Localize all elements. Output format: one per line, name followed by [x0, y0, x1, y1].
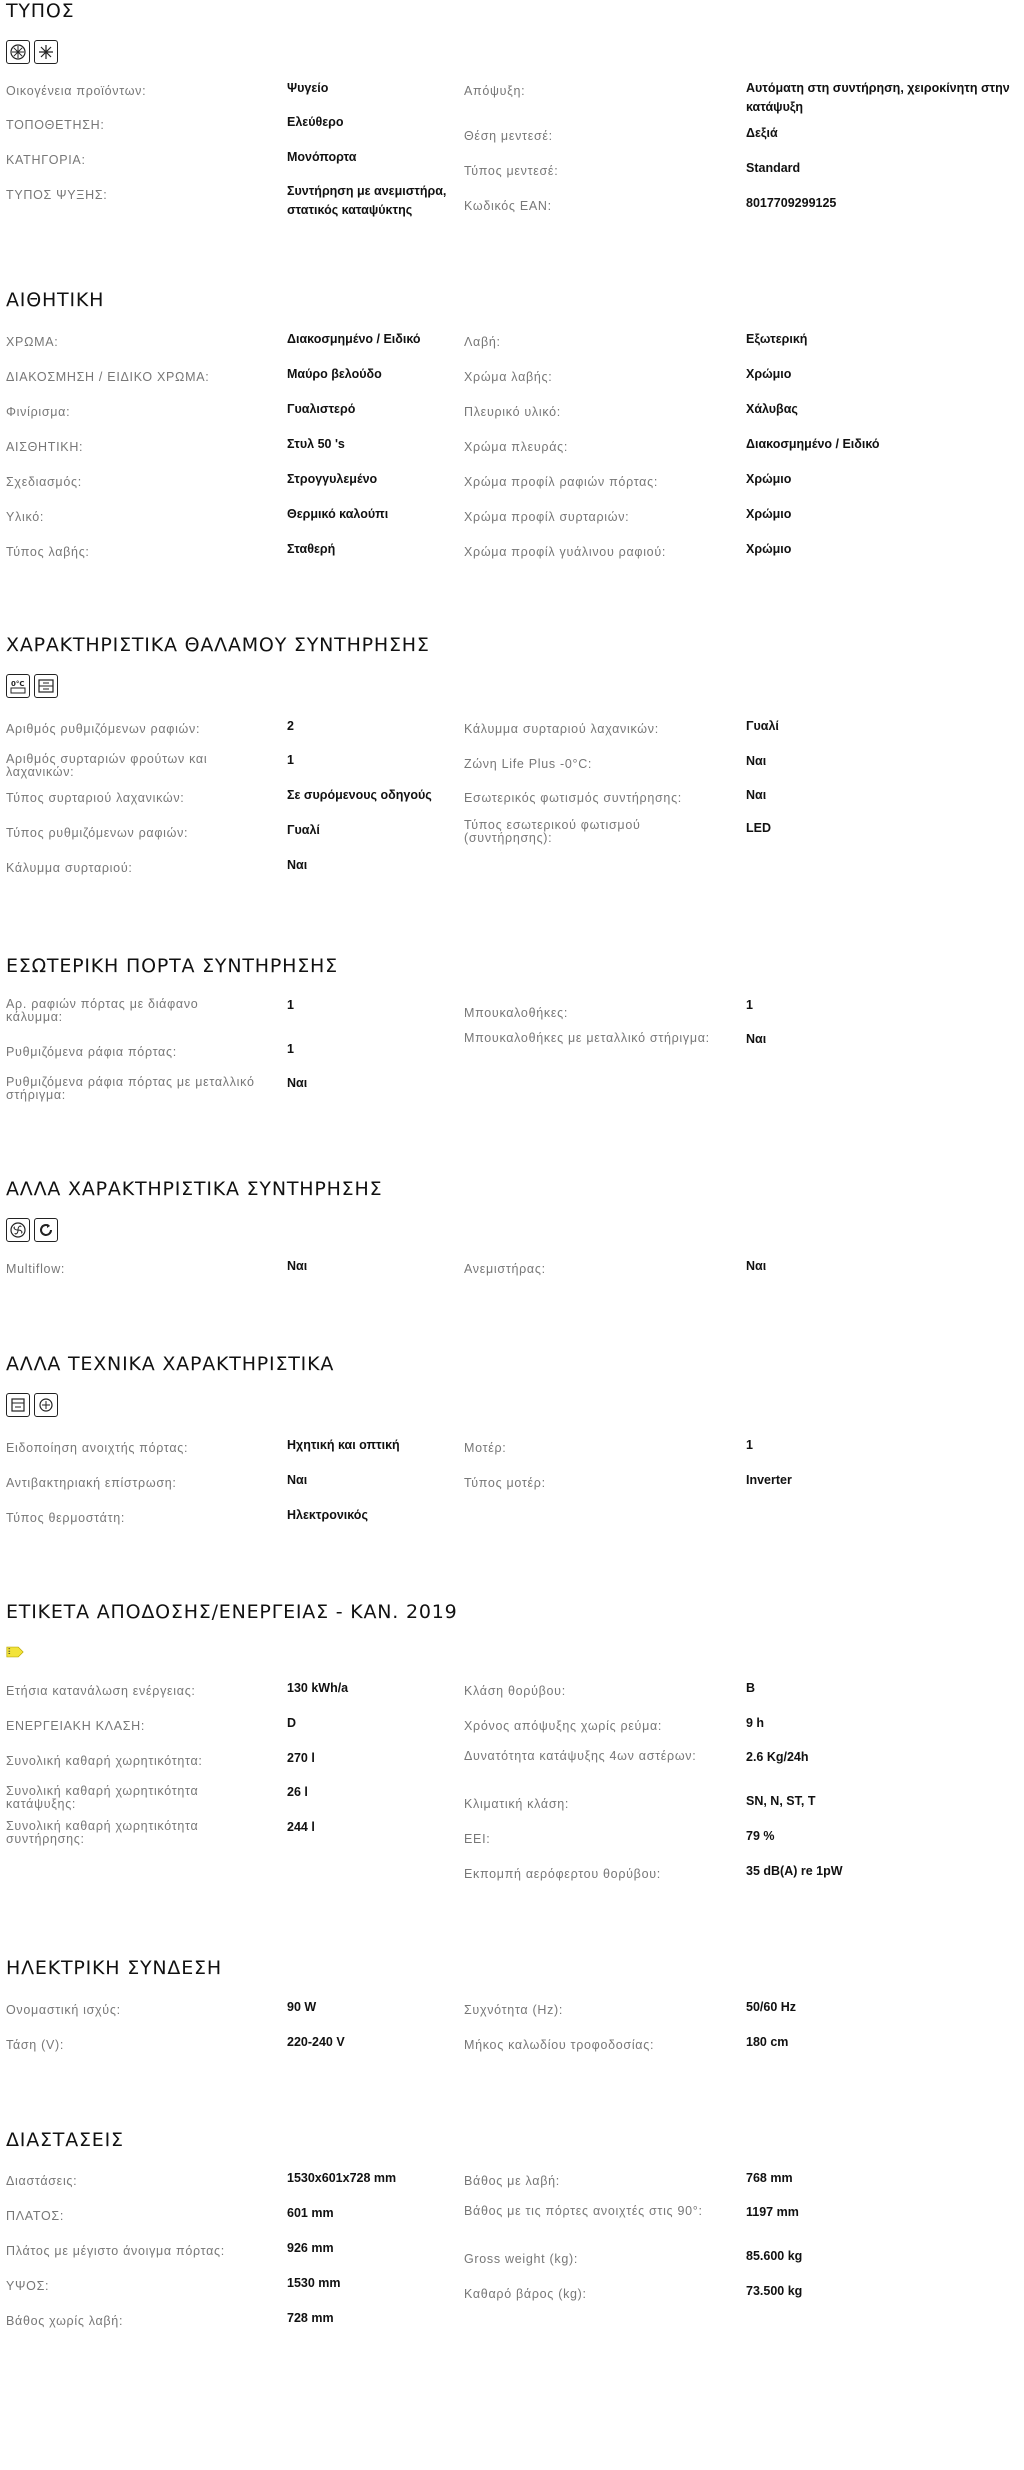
spec-value: Στυλ 50 's: [287, 437, 345, 451]
spec-label: Τύπος μοτέρ:: [464, 1476, 546, 1490]
spec-value: Μαύρο βελούδο: [287, 367, 382, 381]
spec-value: 270 l: [287, 1751, 315, 1765]
spec-label: Μήκος καλωδίου τροφοδοσίας:: [464, 2038, 655, 2052]
spec-label: Χρώμα προφίλ ραφιών πόρτας:: [464, 475, 658, 489]
spec-label: Χρόνος απόψυξης χωρίς ρεύμα:: [464, 1719, 663, 1733]
spec-value: 2: [287, 719, 294, 733]
spec-value: Ψυγείο: [287, 81, 329, 95]
spec-value: 90 W: [287, 2000, 317, 2014]
spec-label: Αριθμός ρυθμιζόμενων ραφιών:: [6, 722, 201, 736]
spec-value: Διακοσμημένο / Ειδικό: [746, 437, 880, 451]
spec-value: 2.6 Kg/24h: [746, 1750, 809, 1764]
spec-value: Σταθερή: [287, 542, 336, 556]
section-icons: [6, 40, 58, 64]
fan-icon: [6, 1218, 30, 1242]
spec-value: Ναι: [746, 1032, 767, 1046]
section-icons: [6, 1218, 58, 1242]
spec-value: Ναι: [746, 1259, 767, 1273]
spec-label: Ειδοποίηση ανοιχτής πόρτας:: [6, 1441, 189, 1455]
spec-label: ΚΑΤΗΓΟΡΙΑ:: [6, 153, 86, 167]
spec-label: Τάση (V):: [6, 2038, 65, 2052]
section-title: ΧΑΡΑΚΤΗΡΙΣΤΙΚΑ ΘΑΛΑΜΟΥ ΣΥΝΤΗΡΗΣΗΣ: [6, 634, 430, 656]
spec-label: Multiflow:: [6, 1262, 66, 1276]
spec-label: Τύπος λαβής:: [6, 545, 90, 559]
spec-value: Θερμικό καλούπι: [287, 507, 389, 521]
spec-label: Συχνότητα (Hz):: [464, 2003, 564, 2017]
spec-label: Πλάτος με μέγιστο άνοιγμα πόρτας:: [6, 2244, 225, 2258]
spec-label: Εκπομπή αερόφερτου θορύβου:: [464, 1867, 661, 1881]
spec-value: Συντήρηση με ανεμιστήρα, στατικός καταψύκτης: [287, 184, 447, 217]
spec-label: Κωδικός EAN:: [464, 199, 552, 213]
spec-label: ΔΙΑΚΟΣΜΗΣΗ / ΕΙΔΙΚΟ ΧΡΩΜΑ:: [6, 370, 210, 384]
spec-value: Γυαλί: [746, 719, 779, 733]
spec-value: Στρογγυλεμένο: [287, 472, 378, 486]
spec-value: 244 l: [287, 1820, 315, 1834]
spec-label: Ανεμιστήρας:: [464, 1262, 546, 1276]
spec-value: Μονόπορτα: [287, 150, 357, 164]
section-title: ΕΣΩΤΕΡΙΚΗ ΠΟΡΤΑ ΣΥΝΤΗΡΗΣΗΣ: [6, 955, 338, 977]
spec-value: 220-240 V: [287, 2035, 345, 2049]
spec-label: ΤΟΠΟΘΕΤΗΣΗ:: [6, 118, 105, 132]
spec-label: Μπουκαλοθήκες με μεταλλικό στήριγμα:: [464, 1031, 710, 1045]
section-title: ΔΙΑΣΤΑΣΕΙΣ: [6, 2129, 124, 2151]
spec-label: Gross weight (kg):: [464, 2252, 579, 2266]
snowflake-icon: [34, 40, 58, 64]
spec-value: 85.600 kg: [746, 2249, 803, 2263]
spec-label: Συνολική καθαρή χωρητικότητα κατάψυξης:: [6, 1784, 199, 1811]
section-icons: [6, 674, 58, 698]
drawer-icon: [34, 674, 58, 698]
spec-value: 728 mm: [287, 2311, 334, 2325]
spec-label: Συνολική καθαρή χωρητικότητα:: [6, 1754, 203, 1768]
spec-value: LED: [746, 821, 771, 835]
spec-label: Αρ. ραφιών πόρτας με διάφανο κάλυμμα:: [6, 997, 199, 1024]
spec-label: Εσωτερικός φωτισμός συντήρησης:: [464, 791, 682, 805]
spec-label: Ρυθμιζόμενα ράφια πόρτας με μεταλλικό στήριγμα:: [6, 1075, 255, 1102]
spec-value: Δεξιά: [746, 126, 778, 140]
inverter-motor-icon: [34, 1393, 58, 1417]
spec-label: ΥΨΟΣ:: [6, 2279, 50, 2293]
spec-label: Μοτέρ:: [464, 1441, 507, 1455]
spec-value: 1530x601x728 mm: [287, 2171, 397, 2185]
spec-value: Ηχητική και οπτική: [287, 1438, 400, 1452]
spec-value: 180 cm: [746, 2035, 789, 2049]
spec-value: Γυαλί: [287, 823, 320, 837]
spec-value: Ναι: [746, 754, 767, 768]
spec-value: 1: [287, 753, 294, 767]
spec-label: Οικογένεια προϊόντων:: [6, 84, 147, 98]
spec-value: 35 dB(A) re 1pW: [746, 1864, 843, 1878]
spec-label: Τύπος συρταριού λαχανικών:: [6, 791, 185, 805]
spec-label: Χρώμα λαβής:: [464, 370, 553, 384]
spec-label: Κλιματική κλάση:: [464, 1797, 570, 1811]
spec-label: Τύπος θερμοστάτη:: [6, 1511, 126, 1525]
spec-value: Ελεύθερο: [287, 115, 344, 129]
spec-label: EEI:: [464, 1832, 491, 1846]
spec-value: SN, N, ST, T: [746, 1794, 816, 1808]
spec-value: Inverter: [746, 1473, 792, 1487]
spec-value: 73.500 kg: [746, 2284, 803, 2298]
spec-value: 926 mm: [287, 2241, 334, 2255]
spec-label: Χρώμα προφίλ γυάλινου ραφιού:: [464, 545, 667, 559]
spec-label: Ετήσια κατανάλωση ενέργειας:: [6, 1684, 196, 1698]
section-title: ΑΛΛΑ ΤΕΧΝΙΚΑ ΧΑΡΑΚΤΗΡΙΣΤΙΚΑ: [6, 1353, 335, 1375]
spec-label: Ρυθμιζόμενα ράφια πόρτας:: [6, 1045, 177, 1059]
spec-value: 50/60 Hz: [746, 2000, 797, 2014]
spec-value: 79 %: [746, 1829, 775, 1843]
spec-value: Εξωτερική: [746, 332, 808, 346]
spec-value: 1: [746, 998, 753, 1012]
spec-value: Χρώμιο: [746, 472, 792, 486]
spec-value: Γυαλιστερό: [287, 402, 356, 416]
spec-value: Ναι: [287, 1259, 308, 1273]
spec-label: Λαβή:: [464, 335, 501, 349]
spec-value: Ηλεκτρονικός: [287, 1508, 368, 1522]
spec-label: Κάλυμμα συρταριού λαχανικών:: [464, 722, 659, 736]
spec-label: Τύπος ρυθμιζόμενων ραφιών:: [6, 826, 189, 840]
door-alarm-icon: [6, 1393, 30, 1417]
spec-label: ΤΥΠΟΣ ΨΥΞΗΣ:: [6, 188, 108, 202]
section-icons: [6, 1645, 24, 1663]
spec-label: Ζώνη Life Plus -0°C:: [464, 757, 593, 771]
spec-value: 1: [287, 998, 294, 1012]
section-title: ΤΥΠΟΣ: [6, 0, 75, 22]
spec-value: 8017709299125: [746, 196, 837, 210]
spec-label: ΧΡΩΜΑ:: [6, 335, 59, 349]
spec-label: Καθαρό βάρος (kg):: [464, 2287, 587, 2301]
spec-value: Χρώμιο: [746, 367, 792, 381]
spec-value: Αυτόματη στη συντήρηση, χειροκίνητη στην κατάψυξη: [746, 81, 1010, 114]
spec-label: Ονομαστική ισχύς:: [6, 2003, 121, 2017]
svg-text:0°C: 0°C: [11, 680, 25, 688]
spec-label: ΠΛΑΤΟΣ:: [6, 2209, 65, 2223]
spec-value: Χάλυβας: [746, 402, 798, 416]
spec-label: Χρώμα προφίλ συρταριών:: [464, 510, 630, 524]
zero-degree-icon: [6, 674, 30, 698]
spec-label: Απόψυξη:: [464, 84, 526, 98]
spec-value: Ναι: [287, 1473, 308, 1487]
spec-label: Τύπος μεντεσέ:: [464, 164, 559, 178]
spec-value: Διακοσμημένο / Ειδικό: [287, 332, 421, 346]
spec-value: 26 l: [287, 1785, 308, 1799]
spec-label: Κλάση θορύβου:: [464, 1684, 566, 1698]
section-icons: [6, 1393, 58, 1417]
spec-value: 1530 mm: [287, 2276, 341, 2290]
spec-label: Διαστάσεις:: [6, 2174, 78, 2188]
spec-label: ΑΙΣΘΗΤΙΚΗ:: [6, 440, 84, 454]
spec-label: Θέση μεντεσέ:: [464, 129, 553, 143]
spec-label: Τύπος εσωτερικού φωτισμού (συντήρησης):: [464, 818, 641, 845]
spec-label: Πλευρικό υλικό:: [464, 405, 561, 419]
spec-value: Ναι: [287, 1076, 308, 1090]
spec-label: Κάλυμμα συρταριού:: [6, 861, 133, 875]
spec-label: Αριθμός συρταριών φρούτων και λαχανικών:: [6, 752, 208, 779]
spec-value: 768 mm: [746, 2171, 793, 2185]
spec-value: 1197 mm: [746, 2205, 799, 2219]
spec-label: Χρώμα πλευράς:: [464, 440, 569, 454]
spec-label: Βάθος χωρίς λαβή:: [6, 2314, 124, 2328]
spec-value: 1: [287, 1042, 294, 1056]
spec-label: Υλικό:: [6, 510, 45, 524]
spec-label: Αντιβακτηριακή επίστρωση:: [6, 1476, 177, 1490]
spec-value: 130 kWh/a: [287, 1681, 349, 1695]
spec-label: Βάθος με τις πόρτες ανοιχτές στις 90°:: [464, 2204, 703, 2218]
section-title: ΑΛΛΑ ΧΑΡΑΚΤΗΡΙΣΤΙΚΑ ΣΥΝΤΗΡΗΣΗΣ: [6, 1178, 383, 1200]
snowflake-fan-icon: [6, 40, 30, 64]
spec-label: Συνολική καθαρή χωρητικότητα συντήρησης:: [6, 1819, 199, 1846]
spec-label: Φινίρισμα:: [6, 405, 71, 419]
spec-value: Ναι: [746, 788, 767, 802]
spec-value: B: [746, 1681, 756, 1695]
spec-value: Standard: [746, 161, 801, 175]
spec-label: Δυνατότητα κατάψυξης 4ων αστέρων:: [464, 1749, 697, 1763]
spec-value: Σε συρόμενους οδηγούς: [287, 788, 432, 802]
spec-label: Βάθος με λαβή:: [464, 2174, 560, 2188]
spec-label: Σχεδιασμός:: [6, 475, 82, 489]
spec-label: Μπουκαλοθήκες:: [464, 1006, 569, 1020]
spec-value: 601 mm: [287, 2206, 334, 2220]
section-title: ΑΙΘΗΤΙΚΗ: [6, 289, 105, 311]
spec-value: D: [287, 1716, 297, 1730]
circular-arrow-icon: [34, 1218, 58, 1242]
energy-label-icon: [6, 1645, 24, 1663]
spec-value: Χρώμιο: [746, 507, 792, 521]
section-title: ΕΤΙΚΕΤΑ ΑΠΟΔΟΣΗΣ/ΕΝΕΡΓΕΙΑΣ - ΚΑΝ. 2019: [6, 1601, 458, 1623]
spec-value: 1: [746, 1438, 753, 1452]
spec-label: ΕΝΕΡΓΕΙΑΚΗ ΚΛΑΣΗ:: [6, 1719, 146, 1733]
spec-value: 9 h: [746, 1716, 765, 1730]
spec-value: Ναι: [287, 858, 308, 872]
spec-value: Χρώμιο: [746, 542, 792, 556]
section-title: ΗΛΕΚΤΡΙΚΗ ΣΥΝΔΕΣΗ: [6, 1957, 222, 1979]
